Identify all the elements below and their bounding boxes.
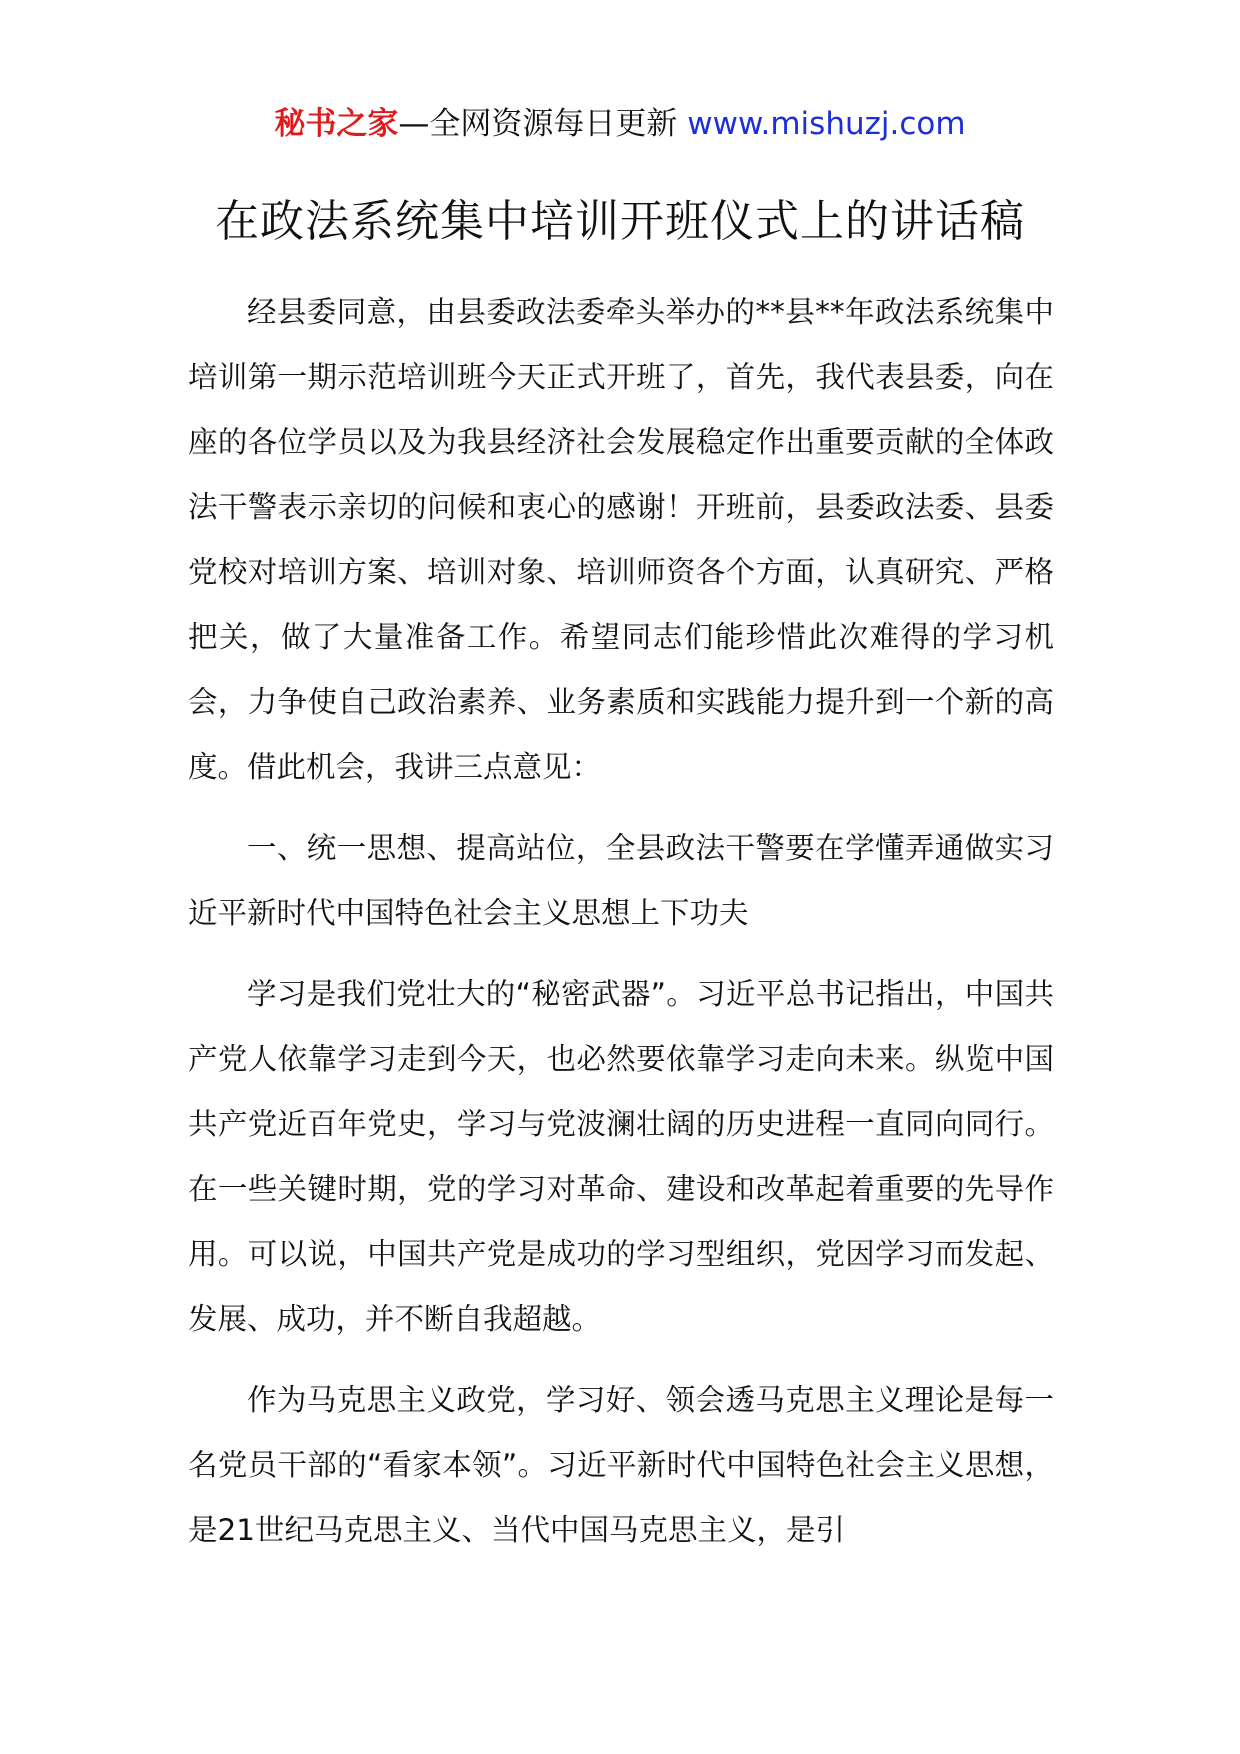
document-title: 在政法系统集中培训开班仪式上的讲话稿 [215,196,1025,247]
document-body [188,280,1054,1579]
paragraph-intro: 经县委同意，由县委政法委牵头举办的**县**年政法系统集中培训第一期示范培训班今天正式开班了，首先，我代表县委，向在座的各位学员以及为我县经济社会发展稳定作出重要贡献的全体政法干警表示亲切的问候和衷心的感谢！开班前，县委政法委、县委党校对培训方案、培训对象、培训师资各个方面，认真研究、严格把关，做了大量准备工作。希望同志们能珍惜此次难得的学习机会，力争使自己政治素养、业务素质和实践能力提升到一个新的高度。借此机会，我讲三点意见： [188,295,1054,784]
paragraph-learning: 学习是我们党壮大的“秘密武器”。习近平总书记指出，中国共产党人依靠学习走到今天，也必然要依靠学习走向未来。纵览中国共产党近百年党史，学习与党波澜壮阔的历史进程一直同向同行。在一些关键时期，党的学习对革命、建设和改革起着重要的先导作用。可以说，中国共产党是成功的学习型组织，党因学习而发起、发展、成功，并不断自我超越。 [188,977,1054,1336]
site-brand: 秘书之家 [274,106,399,142]
paragraph-marxism: 作为马克思主义政党，学习好、领会透马克思主义理论是每一名党员干部的“看家本领”。习近平新时代中国特色社会主义思想，是21世纪马克思主义、当代中国马克思主义，是引 [188,1383,1054,1547]
paragraph-section-heading: 一、统一思想、提高站位，全县政法干警要在学懂弄通做实习近平新时代中国特色社会主义思想上下功夫 [188,831,1054,930]
site-url-link[interactable]: www.mishuzj.com [687,106,966,142]
site-tagline: —全网资源每日更新 [398,106,688,142]
site-header [0,100,1240,148]
